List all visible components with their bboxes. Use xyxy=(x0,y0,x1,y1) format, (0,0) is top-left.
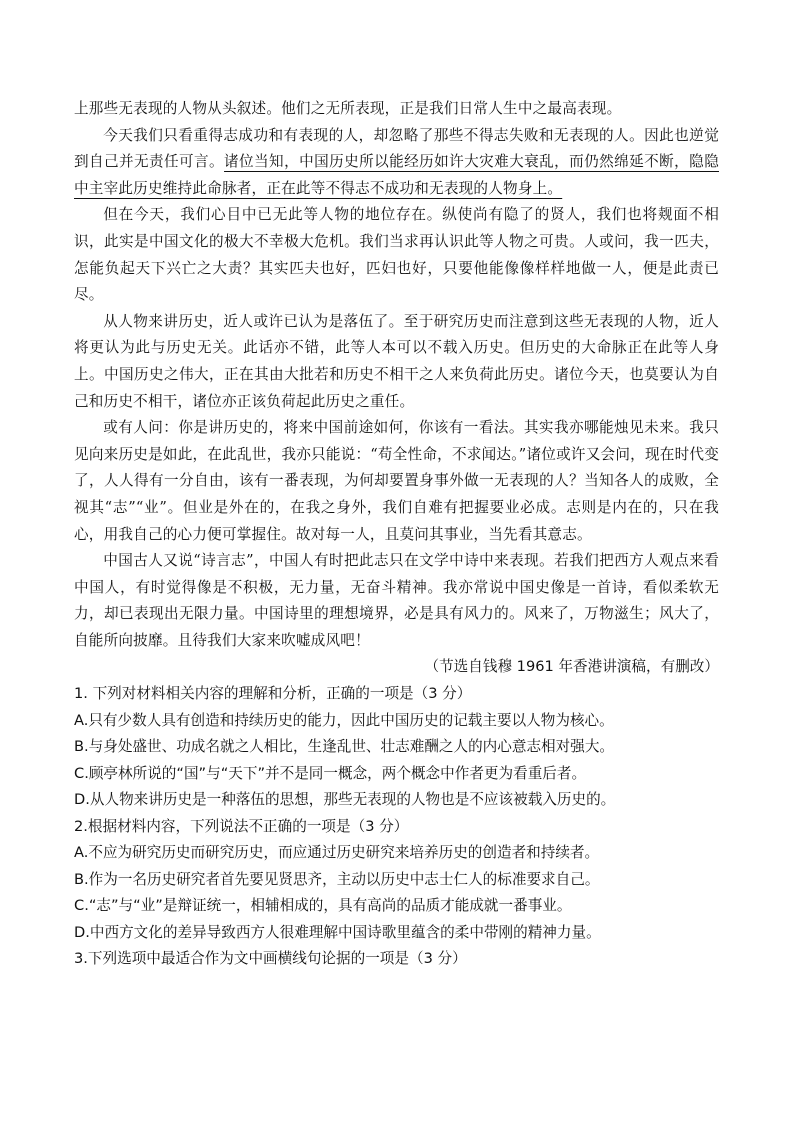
question-2-option-b: B.作为一名历史研究者首先要见贤思齐，主动以历史中志士仁人的标准要求自己。 xyxy=(74,870,600,888)
passage-paragraph-1 xyxy=(74,123,719,203)
question-1-option-d: D.从人物来讲历史是一种落伍的思想，那些无表现的人物也是不应该被载入历史的。 xyxy=(74,791,616,809)
source-citation: （节选自钱穆 1961 年香港讲演稿，有删改） xyxy=(424,658,719,676)
underlined-sentence: 诸位当知，中国历史所以能经历如许大灾难大衰乱，而仍然绵延不断，隐隐中主宰此历史维持此命脉者，正在此等不得志不成功和无表现的人物身上。 xyxy=(74,153,719,197)
question-1-option-a: A.只有少数人具有创造和持续历史的能力，因此中国历史的记载主要以人物为核心。 xyxy=(74,711,614,729)
question-list xyxy=(74,681,719,973)
question-2-option-a: A.不应为研究历史而研究历史，而应通过历史研究来培养历史的创造者和持续者。 xyxy=(74,844,600,862)
question-1-option-c: C.顾亭林所说的“国”与“天下”并不是同一概念，两个概念中作者更为看重后者。 xyxy=(74,764,587,782)
question-1-option-b: B.与身处盛世、功成名就之人相比，生逢乱世、壮志难酬之人的内心意志相对强大。 xyxy=(74,738,615,756)
question-2-option-d: D.中西方文化的差异导致西方人很难理解中国诗歌里蕴含的柔中带刚的精神力量。 xyxy=(74,923,601,941)
passage-paragraph-5: 中国古人又说“诗言志”，中国人有时把此志只在文学中诗中来表现。若我们把西方人观点来看中国人，有时觉得像是不积极，无力量，无奋斗精神。我亦常说中国史像是一首诗，看似柔软无力，却已表现出无限力量。中国诗里的理想境界，必是具有风力的。风来了，万物滋生；风大了，自能所向披靡。且待我们大家来吹嘘成风吧！ xyxy=(74,552,719,649)
passage-text: 今天我们只看重得志成功和有表现的人，却忽略了那些不得志失败和无表现的人。因此也逆觉到自己并无责任可言。 xyxy=(74,126,719,171)
passage-paragraph-0: 上那些无表现的人物从头叙述。他们之无所表现，正是我们日常人生中之最高表现。 xyxy=(74,100,622,117)
question-3-stem: 3.下列选项中最适合作为文中画横线句论据的一项是（3 分） xyxy=(74,950,467,968)
passage-paragraph-3: 从人物来讲历史，近人或许已认为是落伍了。至于研究历史而注意到这些无表现的人物，近人将更认为此与历史无关。此话亦不错，此等人本可以不载入历史。但历史的大命脉正在此等人身上。中国历史之伟大，正在其由大批若和历史不相干之人来负荷此历史。诸位今天，也莫要认为自己和历史不相干，诸位亦正该负荷起此历史之重任。 xyxy=(74,312,719,410)
passage-paragraph-2: 但在今天，我们心目中已无此等人物的地位存在。纵使尚有隐了的贤人，我们也将觌面不相识，此实是中国文化的极大不幸极大危机。我们当求再认识此等人物之可贵。人或问，我一匹夫，怎能负起天下兴亡之大责？其实匹夫也好，匹妇也好，只要他能像像样样地做一人，便是此责已尽。 xyxy=(74,206,719,304)
passage-paragraph-4: 或有人问：你是讲历史的，将来中国前途如何，你该有一看法。其实我亦哪能烛见未来。我只见向来历史是如此，在此乱世，我亦只能说：“苟全性命，不求闻达。”诸位或许又会问，现在时代变了，人人得有一分自由，该有一番表现，为何却要置身事外做一无表现的人？当知各人的成败，全视其“志”“业”。但业是外在的，在我之身外，我们自难有把握要业必成。志则是内在的，只在我心，用我自己的心力便可掌握住。故对每一人，且莫问其事业，当先看其意志。 xyxy=(74,419,719,543)
question-2-option-c: C.“志”与“业”是辩证统一，相辅相成的，具有高尚的品质才能成就一番事业。 xyxy=(74,897,572,915)
question-1-stem: 1. 下列对材料相关内容的理解和分析，正确的一项是（3 分） xyxy=(74,685,472,703)
reading-passage xyxy=(74,96,719,654)
question-2-stem: 2.根据材料内容，下列说法不正确的一项是（3 分） xyxy=(74,817,409,835)
